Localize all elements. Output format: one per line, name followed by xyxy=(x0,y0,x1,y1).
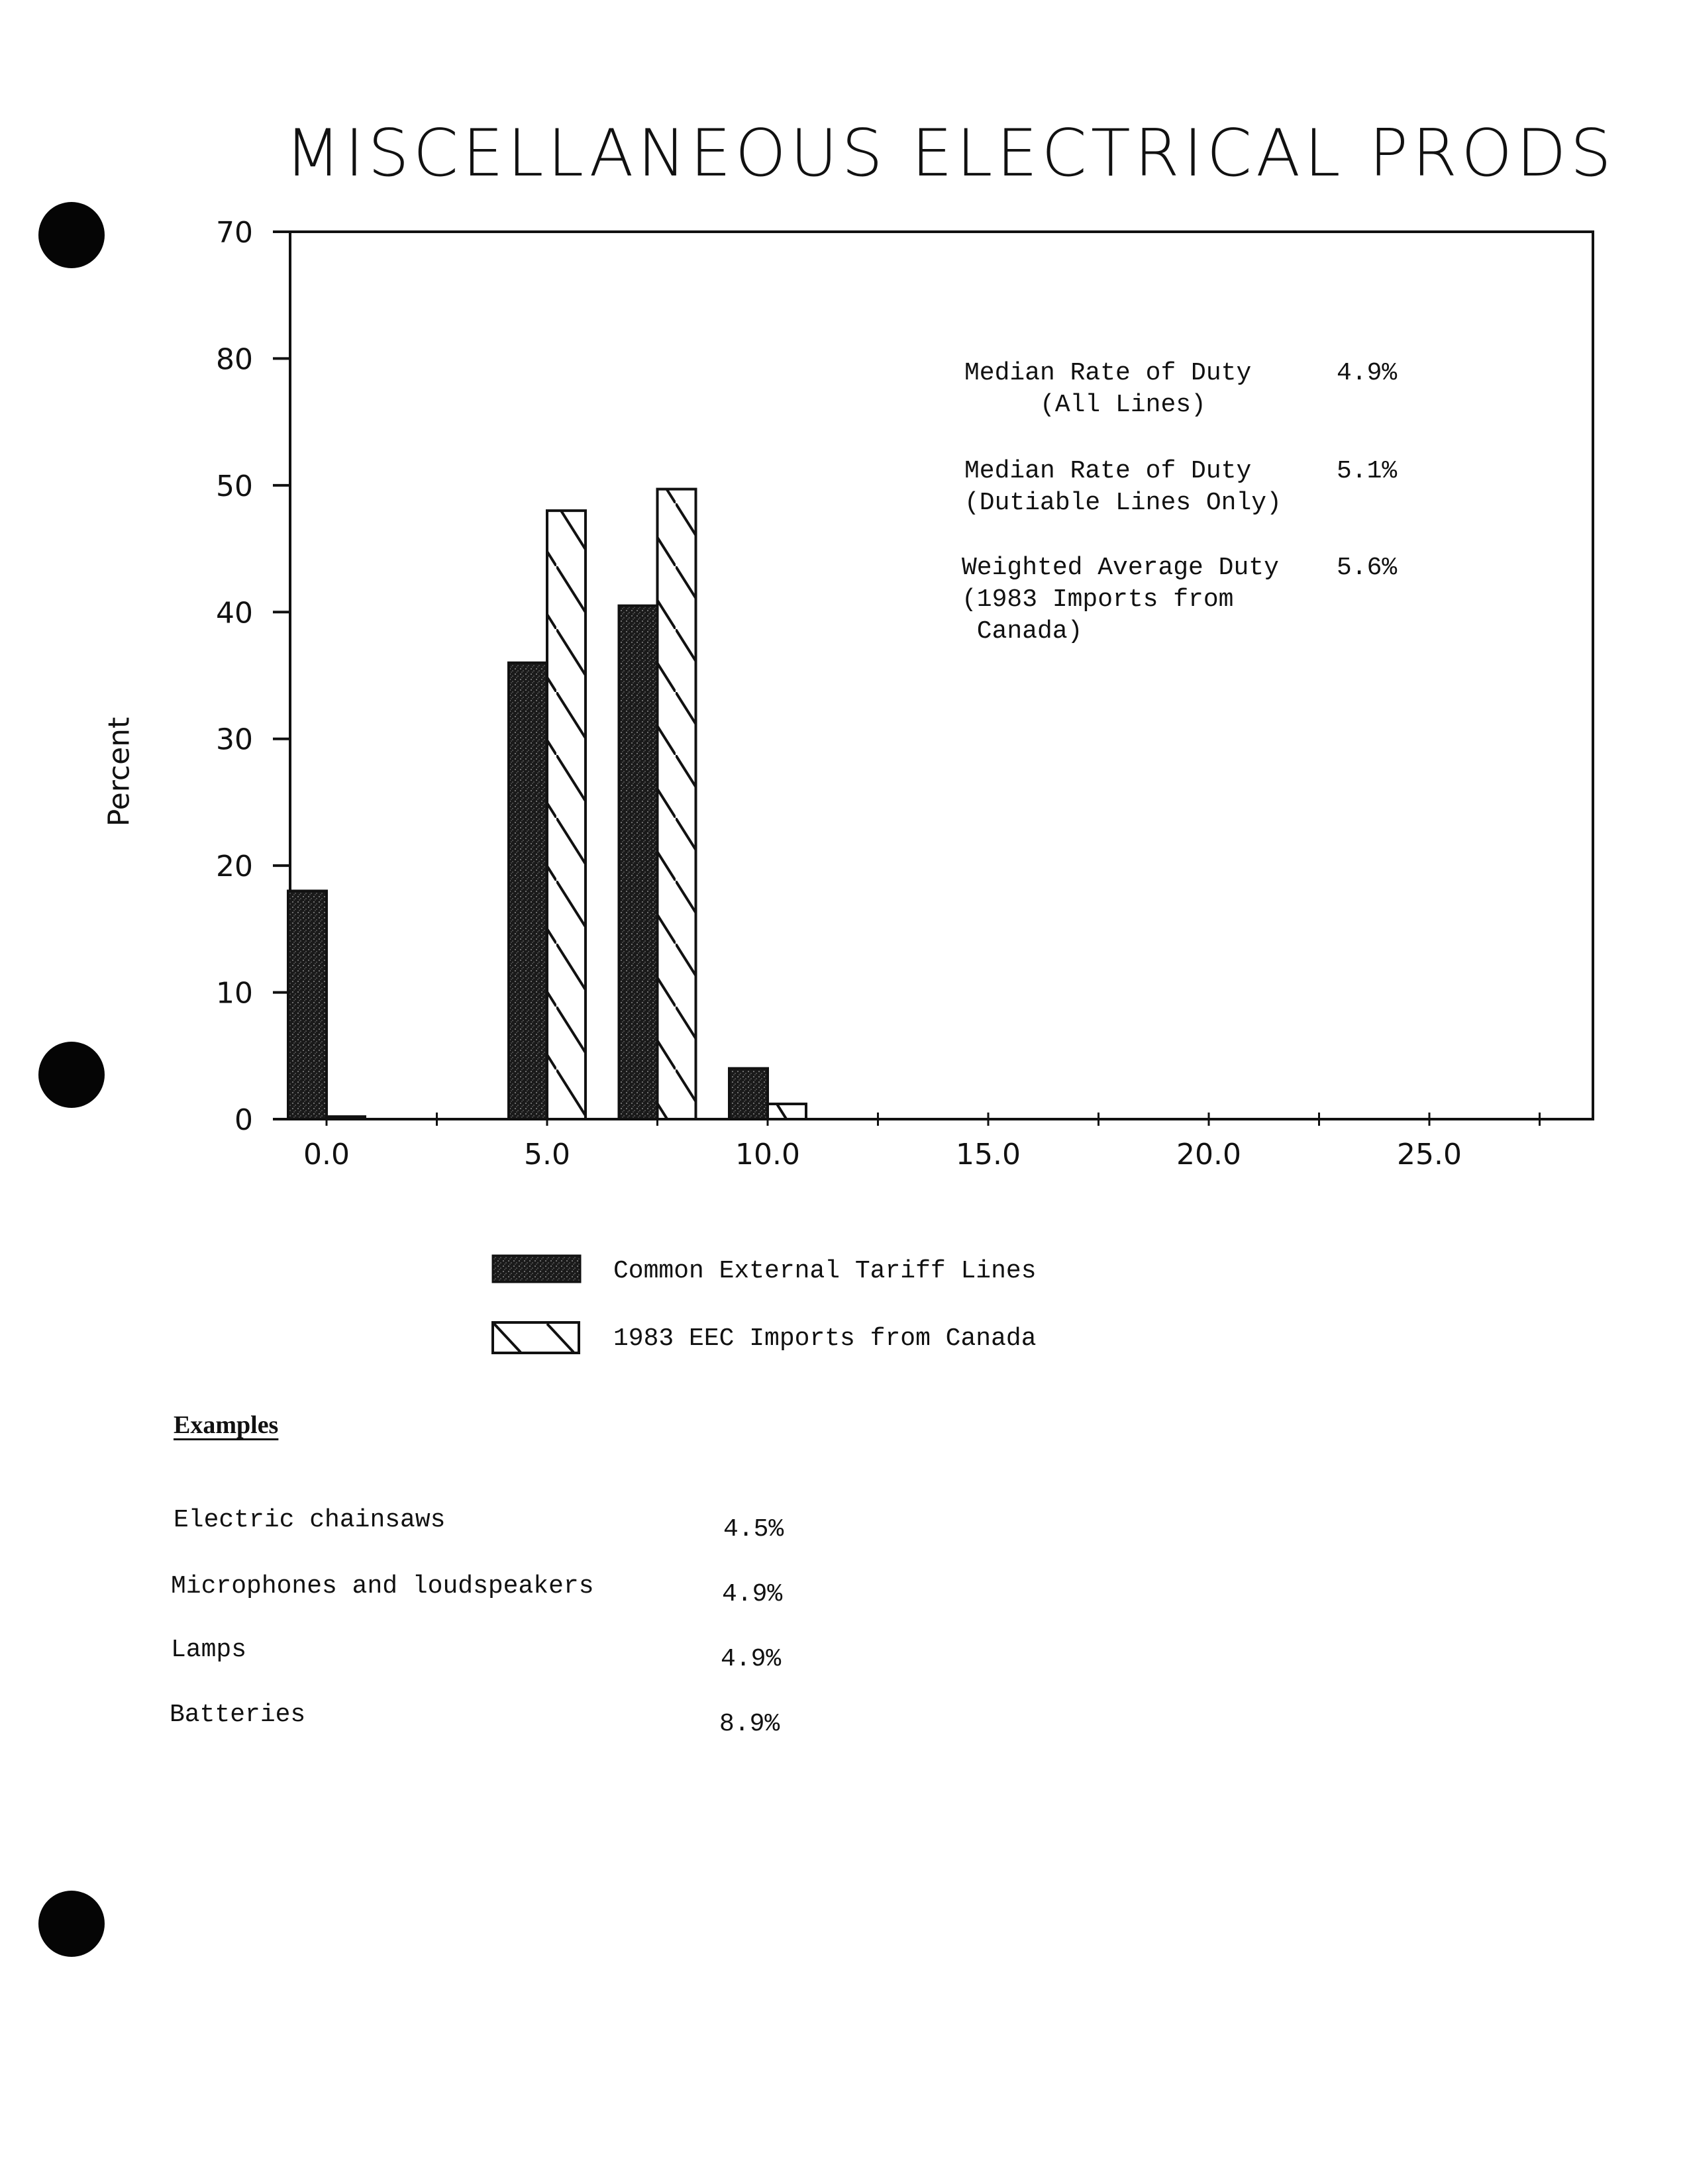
chart-axes xyxy=(290,232,1593,1119)
example-value: 4.5% xyxy=(723,1515,784,1544)
bar xyxy=(658,489,696,1119)
x-tick-label: 15.0 xyxy=(956,1138,1021,1171)
stat-weighted-value: 5.6% xyxy=(1337,554,1398,582)
examples-heading: Examples xyxy=(174,1411,279,1439)
y-tick-label: 30 xyxy=(216,722,253,757)
y-tick-label: 10 xyxy=(216,976,253,1011)
bar xyxy=(768,1104,806,1119)
chart-title: MISCELLANEOUS ELECTRICAL PRODS xyxy=(285,116,1615,191)
punch-hole-bottom xyxy=(38,1891,105,1957)
y-tick-label: 70 xyxy=(216,216,253,250)
bar xyxy=(729,1068,768,1119)
example-value: 4.9% xyxy=(721,1645,782,1673)
x-tick-label: 25.0 xyxy=(1397,1138,1462,1171)
legend-label-common-external-tariff: Common External Tariff Lines xyxy=(613,1257,1037,1285)
example-label: Microphones and loudspeakers xyxy=(171,1572,594,1601)
y-tick-label: 40 xyxy=(216,596,253,630)
bar xyxy=(327,1117,365,1119)
x-tick-label: 5.0 xyxy=(524,1138,570,1171)
legend-label-eec-imports: 1983 EEC Imports from Canada xyxy=(613,1324,1037,1353)
x-tick-label: 10.0 xyxy=(735,1138,800,1171)
x-tick-label: 20.0 xyxy=(1176,1138,1241,1171)
y-tick-label: 20 xyxy=(216,850,253,884)
stat-median-dutiable-value: 5.1% xyxy=(1337,457,1398,485)
stat-median-dutiable-label: Median Rate of Duty (Dutiable Lines Only) xyxy=(964,457,1282,517)
y-tick-label: 80 xyxy=(216,342,253,377)
stat-weighted-label: Weighted Average Duty (1983 Imports from Canada) xyxy=(962,554,1279,646)
example-value: 8.9% xyxy=(719,1710,780,1738)
bar xyxy=(509,663,547,1119)
legend-swatch-hatch xyxy=(491,1320,582,1356)
bar xyxy=(547,511,586,1119)
y-axis-label: Percent xyxy=(102,717,136,827)
stat-median-all-value: 4.9% xyxy=(1337,359,1398,387)
plot-frame xyxy=(290,232,1593,1119)
chart-bars xyxy=(288,489,806,1119)
stat-median-all-label: Median Rate of Duty (All Lines) xyxy=(964,359,1252,419)
example-label: Lamps xyxy=(171,1636,247,1664)
bar xyxy=(288,891,327,1119)
bar xyxy=(619,606,658,1119)
example-value: 4.9% xyxy=(722,1580,783,1609)
y-tick-label: 0 xyxy=(234,1103,253,1137)
example-label: Electric chainsaws xyxy=(174,1506,446,1534)
legend-swatch-stipple xyxy=(491,1254,582,1283)
example-label: Batteries xyxy=(170,1701,306,1729)
y-tick-label: 50 xyxy=(216,469,253,503)
x-tick-label: 0.0 xyxy=(303,1138,350,1171)
